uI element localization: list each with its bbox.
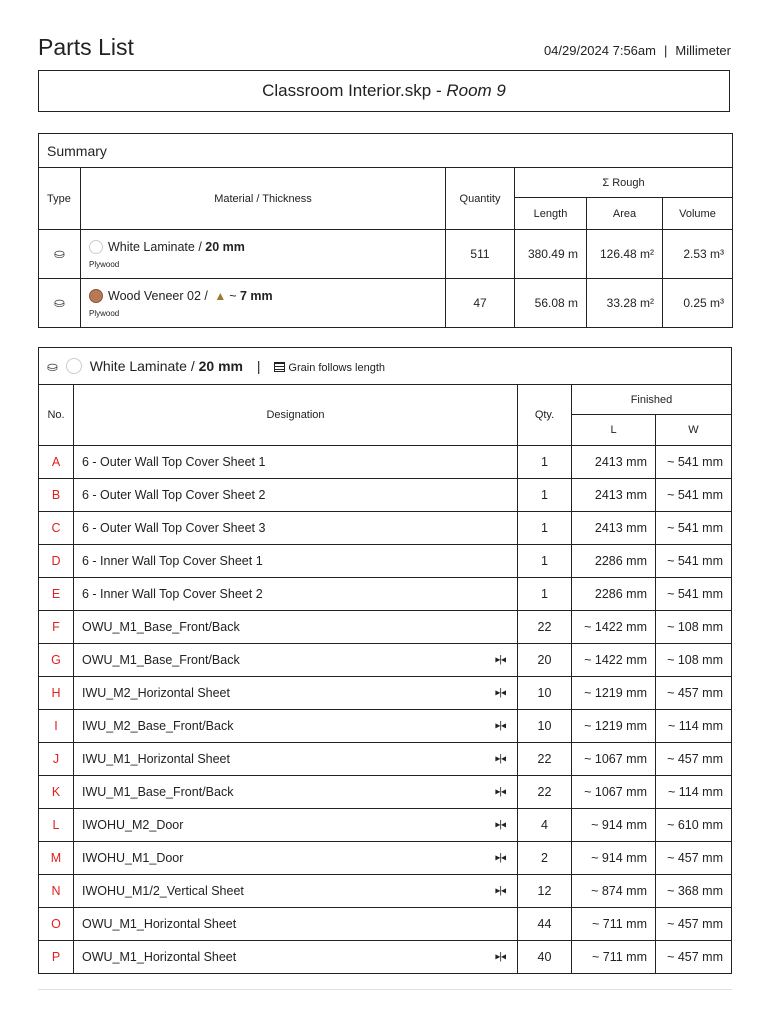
part-length-text: ~ 1422 mm <box>584 620 647 634</box>
parts-material-slash: / <box>186 357 199 374</box>
part-length-text: 2286 mm <box>594 587 647 601</box>
part-designation-text: OWU_M1_Base_Front/Back <box>82 620 240 634</box>
room-name: Room 9 <box>446 81 506 100</box>
table-row <box>39 446 732 479</box>
part-width <box>656 908 732 941</box>
part-length-text: 2286 mm <box>594 554 647 568</box>
part-width-text: ~ 457 mm <box>667 917 723 931</box>
mirror-icon: ▸|◂ <box>495 687 505 699</box>
table-row <box>39 710 732 743</box>
part-quantity <box>518 776 572 809</box>
sheet-stack-icon: ⛀ <box>39 230 81 279</box>
parts-material-thickness: 20 mm <box>198 357 243 374</box>
type-header: Type <box>39 168 81 230</box>
part-length-text: ~ 1422 mm <box>584 653 647 667</box>
part-designation-text: IWU_M2_Base_Front/Back <box>82 719 234 733</box>
summary-length: 380.49 m <box>515 230 587 279</box>
table-row <box>39 479 732 512</box>
thickness-approx: ~ <box>229 288 240 303</box>
part-designation <box>74 512 518 545</box>
part-designation-text: IWOHU_M2_Door <box>82 818 184 832</box>
part-length <box>572 941 656 974</box>
part-quantity-text: 10 <box>537 686 552 700</box>
part-length-text: ~ 711 mm <box>592 917 647 931</box>
part-length <box>572 743 656 776</box>
part-designation <box>74 578 518 611</box>
part-quantity-text: 1 <box>541 455 548 469</box>
part-number-text: O <box>51 917 61 931</box>
part-width-text: ~ 610 mm <box>667 818 723 832</box>
material-header: Material / Thickness <box>81 168 446 230</box>
mirror-icon: ▸|◂ <box>495 720 505 732</box>
table-row <box>39 545 732 578</box>
part-number-text: N <box>51 884 61 898</box>
part-width <box>656 446 732 479</box>
report-datetime: 04/29/2024 7:56am <box>543 43 656 58</box>
sheet-stack-icon: ⛀ <box>47 358 58 374</box>
part-designation-text: 6 - Inner Wall Top Cover Sheet 2 <box>82 587 263 601</box>
rough-header: Σ Rough <box>515 168 733 198</box>
part-length-text: ~ 1067 mm <box>584 752 647 766</box>
part-length <box>572 578 656 611</box>
part-quantity-text: 4 <box>541 818 548 832</box>
part-designation <box>74 842 518 875</box>
part-quantity <box>518 677 572 710</box>
part-length-text: ~ 1067 mm <box>584 785 647 799</box>
part-number <box>39 479 74 512</box>
table-row <box>39 578 732 611</box>
mirror-icon: ▸|◂ <box>495 753 505 765</box>
parts-material-name: White Laminate <box>89 357 187 374</box>
part-designation-text: OWU_M1_Horizontal Sheet <box>82 917 237 931</box>
table-row <box>39 743 732 776</box>
part-number <box>39 677 74 710</box>
material-cell <box>81 279 446 328</box>
finished-header: Finished <box>572 385 732 415</box>
part-number-text: B <box>51 488 61 502</box>
part-width <box>656 842 732 875</box>
part-number <box>39 446 74 479</box>
part-designation <box>74 545 518 578</box>
part-length-text: ~ 914 mm <box>591 851 647 865</box>
part-designation <box>74 875 518 908</box>
part-quantity <box>518 611 572 644</box>
sheet-stack-icon: ⛀ <box>39 279 81 328</box>
table-row <box>39 611 732 644</box>
part-designation-text: OWU_M1_Base_Front/Back <box>82 653 240 667</box>
part-number <box>39 842 74 875</box>
part-length-text: 2413 mm <box>594 521 647 535</box>
part-number <box>39 776 74 809</box>
part-length <box>572 644 656 677</box>
part-quantity <box>518 908 572 941</box>
part-designation <box>74 479 518 512</box>
w-header: W <box>656 415 732 446</box>
part-quantity <box>518 644 572 677</box>
mirror-icon: ▸|◂ <box>495 786 505 798</box>
material-swatch-icon <box>89 240 103 254</box>
part-number-text: H <box>51 686 61 700</box>
parts-material-title <box>39 348 732 385</box>
grain-icon <box>274 362 285 372</box>
part-length-text: ~ 1219 mm <box>584 686 647 700</box>
part-number-text: P <box>51 950 61 964</box>
part-length <box>572 842 656 875</box>
part-designation <box>74 446 518 479</box>
warning-icon: ▲ <box>214 288 227 303</box>
part-quantity-text: 20 <box>537 653 552 667</box>
part-length-text: 2413 mm <box>594 455 647 469</box>
part-designation <box>74 809 518 842</box>
no-header: No. <box>39 385 74 446</box>
part-length-text: ~ 1219 mm <box>584 719 647 733</box>
part-length <box>572 545 656 578</box>
part-length <box>572 710 656 743</box>
part-width <box>656 809 732 842</box>
part-quantity-text: 1 <box>541 587 548 601</box>
summary-table <box>38 133 733 328</box>
part-designation <box>74 743 518 776</box>
part-quantity-text: 40 <box>537 950 552 964</box>
part-number <box>39 809 74 842</box>
part-length <box>572 611 656 644</box>
part-number-text: C <box>51 521 61 535</box>
part-length-text: 2413 mm <box>594 488 647 502</box>
material-type: Plywood <box>89 308 120 318</box>
part-number <box>39 644 74 677</box>
designation-header: Designation <box>74 385 518 446</box>
parts-table <box>38 347 732 974</box>
part-designation <box>74 908 518 941</box>
material-type: Plywood <box>89 259 120 269</box>
material-slash: / <box>194 239 206 254</box>
part-width <box>656 644 732 677</box>
part-width-text: ~ 114 mm <box>668 785 723 799</box>
summary-title: Summary <box>39 134 733 168</box>
part-number-text: F <box>52 620 60 634</box>
part-width <box>656 776 732 809</box>
part-quantity-text: 1 <box>541 521 548 535</box>
part-quantity <box>518 710 572 743</box>
part-designation <box>74 644 518 677</box>
part-quantity <box>518 875 572 908</box>
summary-length: 56.08 m <box>515 279 587 328</box>
part-designation <box>74 710 518 743</box>
part-width-text: ~ 541 mm <box>667 455 723 469</box>
part-width-text: ~ 114 mm <box>668 719 723 733</box>
material-thickness: 20 mm <box>205 239 245 254</box>
part-width-text: ~ 368 mm <box>667 884 723 898</box>
part-length <box>572 512 656 545</box>
part-width-text: ~ 108 mm <box>667 653 723 667</box>
meta-separator: | <box>663 43 668 58</box>
part-width-text: ~ 457 mm <box>667 752 723 766</box>
summary-row <box>39 279 733 328</box>
material-swatch-icon <box>89 289 103 303</box>
part-designation-text: IWU_M1_Horizontal Sheet <box>82 752 230 766</box>
part-quantity <box>518 578 572 611</box>
material-swatch-icon <box>66 358 82 374</box>
part-designation-text: IWOHU_M1_Door <box>82 851 184 865</box>
part-quantity-text: 1 <box>541 488 548 502</box>
part-number <box>39 941 74 974</box>
qty-header: Qty. <box>518 385 572 446</box>
summary-area: 33.28 m² <box>587 279 663 328</box>
part-number-text: I <box>54 719 58 733</box>
part-length <box>572 875 656 908</box>
part-length <box>572 677 656 710</box>
length-header: Length <box>515 198 587 230</box>
part-quantity <box>518 743 572 776</box>
table-row <box>39 875 732 908</box>
summary-row <box>39 230 733 279</box>
part-width-text: ~ 541 mm <box>667 521 723 535</box>
table-row <box>39 908 732 941</box>
part-length <box>572 479 656 512</box>
table-row <box>39 677 732 710</box>
mirror-icon: ▸|◂ <box>495 852 505 864</box>
part-width-text: ~ 457 mm <box>667 686 723 700</box>
quantity-header: Quantity <box>446 168 515 230</box>
part-width <box>656 941 732 974</box>
part-number <box>39 710 74 743</box>
part-quantity-text: 10 <box>537 719 552 733</box>
part-designation-text: IWU_M2_Horizontal Sheet <box>82 686 230 700</box>
part-width <box>656 545 732 578</box>
part-length-text: ~ 914 mm <box>591 818 647 832</box>
part-quantity <box>518 479 572 512</box>
part-width-text: ~ 108 mm <box>667 620 723 634</box>
part-number-text: M <box>50 851 62 865</box>
part-number <box>39 512 74 545</box>
table-row <box>39 644 732 677</box>
material-slash: / <box>200 288 212 303</box>
mirror-icon: ▸|◂ <box>495 951 505 963</box>
summary-quantity: 47 <box>446 279 515 328</box>
part-quantity-text: 22 <box>537 620 552 634</box>
part-number <box>39 611 74 644</box>
part-designation <box>74 776 518 809</box>
part-width <box>656 611 732 644</box>
summary-area: 126.48 m² <box>587 230 663 279</box>
part-width-text: ~ 541 mm <box>667 488 723 502</box>
part-length <box>572 809 656 842</box>
area-header: Area <box>587 198 663 230</box>
material-name: Wood Veneer 02 <box>108 288 201 303</box>
summary-quantity: 511 <box>446 230 515 279</box>
part-width <box>656 578 732 611</box>
part-number <box>39 545 74 578</box>
table-row <box>39 842 732 875</box>
part-length-text: ~ 711 mm <box>592 950 647 964</box>
part-width-text: ~ 457 mm <box>667 950 723 964</box>
part-designation <box>74 611 518 644</box>
part-width <box>656 875 732 908</box>
part-width-text: ~ 457 mm <box>667 851 723 865</box>
material-thickness: 7 mm <box>240 288 273 303</box>
part-number <box>39 578 74 611</box>
part-number <box>39 875 74 908</box>
part-length <box>572 908 656 941</box>
mirror-icon: ▸|◂ <box>495 885 505 897</box>
part-designation-text: 6 - Inner Wall Top Cover Sheet 1 <box>82 554 263 568</box>
title-separator: | <box>256 357 261 374</box>
part-designation <box>74 941 518 974</box>
table-row <box>39 809 732 842</box>
summary-volume: 0.25 m³ <box>663 279 733 328</box>
part-number-text: D <box>51 554 61 568</box>
part-width-text: ~ 541 mm <box>667 587 723 601</box>
part-number-text: J <box>52 752 60 766</box>
part-quantity-text: 22 <box>537 752 552 766</box>
table-row <box>39 941 732 974</box>
part-number-text: A <box>51 455 61 469</box>
part-number-text: L <box>52 818 60 832</box>
part-designation-text: 6 - Outer Wall Top Cover Sheet 3 <box>82 521 266 535</box>
part-length <box>572 776 656 809</box>
mirror-icon: ▸|◂ <box>495 654 505 666</box>
part-quantity <box>518 512 572 545</box>
part-designation-text: IWOHU_M1/2_Vertical Sheet <box>82 884 244 898</box>
document-title <box>38 70 730 112</box>
part-number-text: G <box>51 653 61 667</box>
part-designation-text: IWU_M1_Base_Front/Back <box>82 785 234 799</box>
part-number <box>39 908 74 941</box>
table-row <box>39 776 732 809</box>
part-quantity <box>518 809 572 842</box>
part-quantity-text: 1 <box>541 554 548 568</box>
part-quantity <box>518 941 572 974</box>
page-title: Parts List <box>38 34 134 60</box>
part-designation <box>74 677 518 710</box>
file-name: Classroom Interior.skp <box>262 81 432 100</box>
table-row <box>39 512 732 545</box>
part-width <box>656 677 732 710</box>
part-quantity-text: 22 <box>537 785 552 799</box>
part-length <box>572 446 656 479</box>
part-quantity-text: 12 <box>537 884 552 898</box>
l-header: L <box>572 415 656 446</box>
report-meta <box>544 43 731 58</box>
summary-volume: 2.53 m³ <box>663 230 733 279</box>
part-width <box>656 743 732 776</box>
part-number <box>39 743 74 776</box>
part-width <box>656 710 732 743</box>
part-width <box>656 512 732 545</box>
part-quantity <box>518 446 572 479</box>
mirror-icon: ▸|◂ <box>495 819 505 831</box>
part-number-text: K <box>51 785 61 799</box>
part-quantity-text: 44 <box>537 917 552 931</box>
title-dash: - <box>431 81 447 100</box>
material-cell <box>81 230 446 279</box>
part-designation-text: 6 - Outer Wall Top Cover Sheet 2 <box>82 488 266 502</box>
part-designation-text: OWU_M1_Horizontal Sheet <box>82 950 237 964</box>
part-number-text: E <box>51 587 61 601</box>
part-quantity-text: 2 <box>541 851 548 865</box>
grain-note: Grain follows length <box>288 361 386 374</box>
part-width <box>656 479 732 512</box>
footer-divider <box>38 989 732 990</box>
unit-label: Millimeter <box>675 43 731 58</box>
volume-header: Volume <box>663 198 733 230</box>
part-designation-text: 6 - Outer Wall Top Cover Sheet 1 <box>82 455 266 469</box>
part-quantity <box>518 842 572 875</box>
material-name: White Laminate <box>108 239 195 254</box>
part-length-text: ~ 874 mm <box>591 884 647 898</box>
part-width-text: ~ 541 mm <box>667 554 723 568</box>
part-quantity <box>518 545 572 578</box>
